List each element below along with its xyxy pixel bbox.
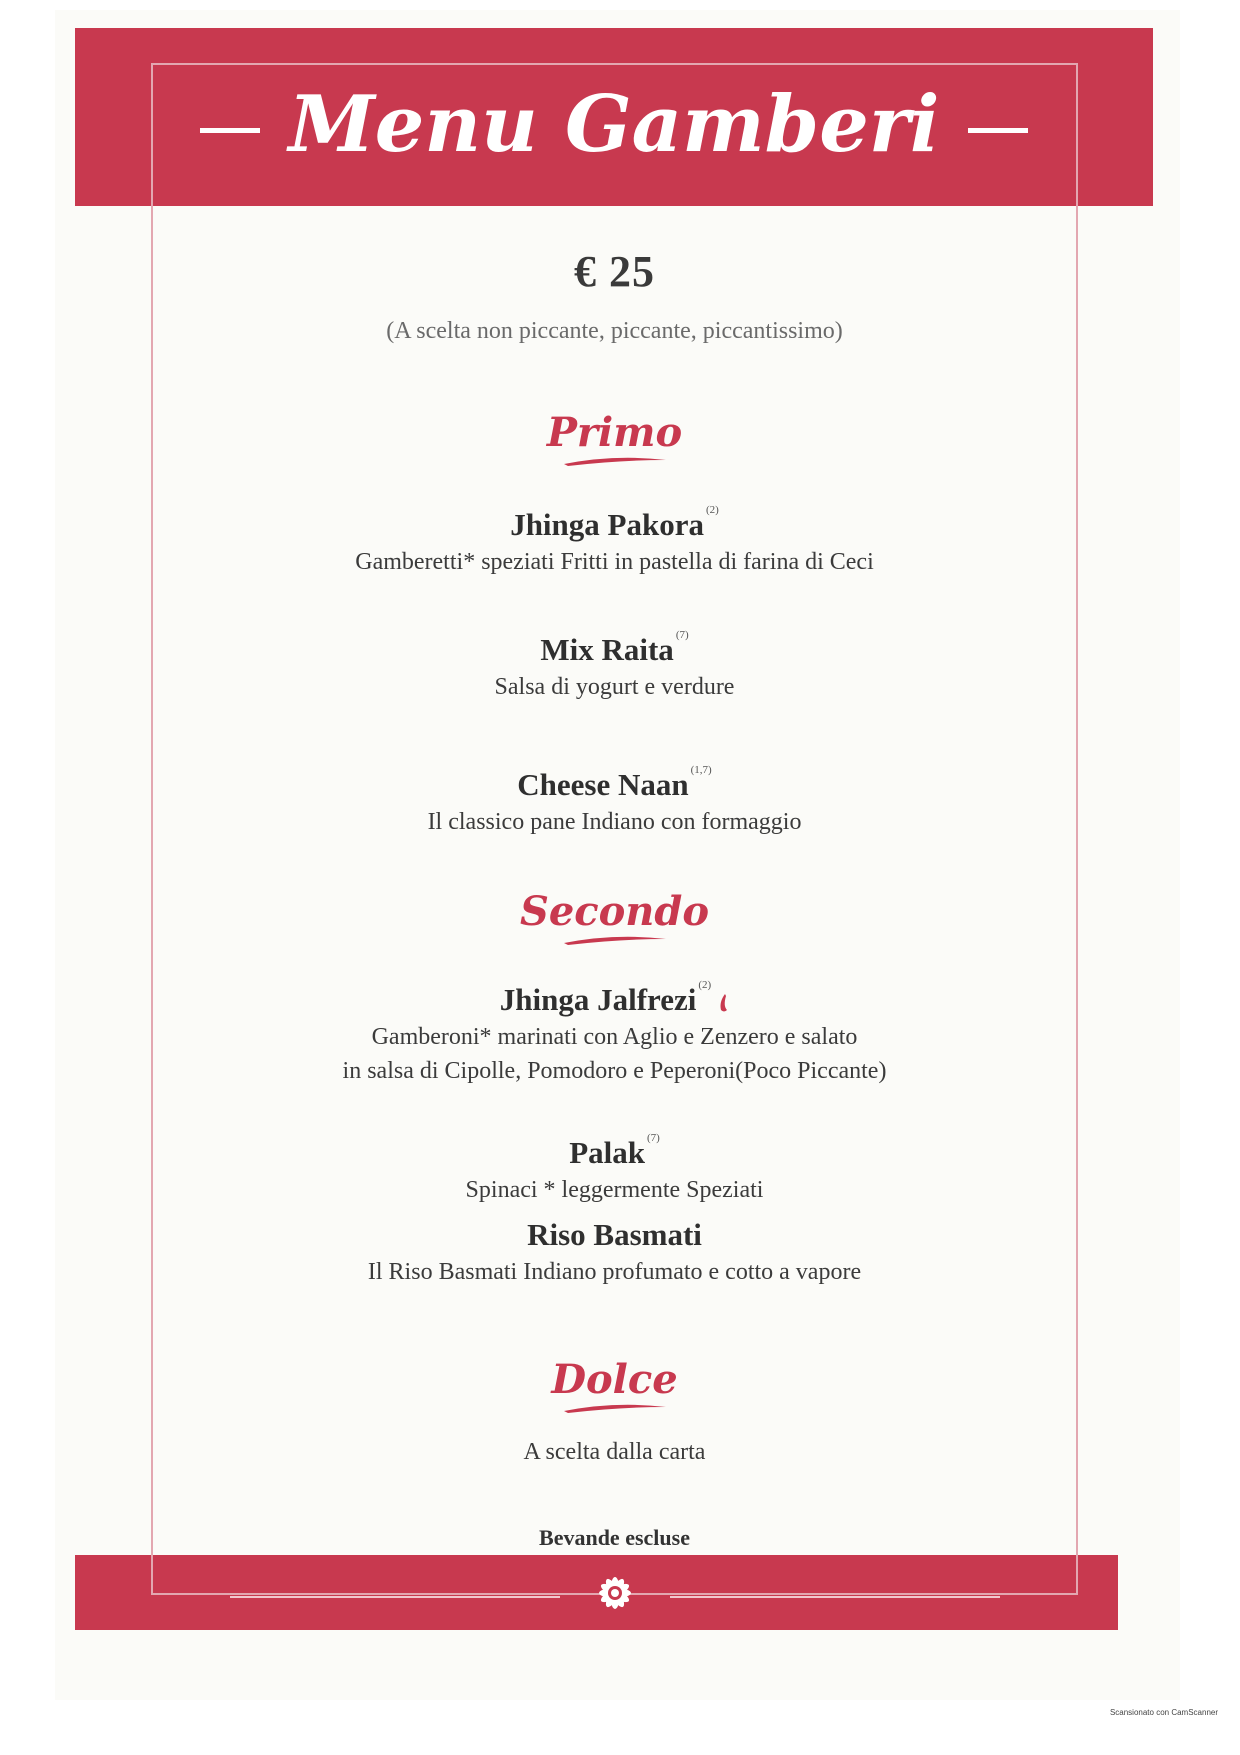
- dish-description-line1: Gamberoni* marinati con Aglio e Zenzero e salato: [371, 1024, 858, 1050]
- allergen-note: (2): [705, 504, 719, 516]
- scan-watermark: Scansionato con CamScanner: [1109, 1708, 1218, 1717]
- dish-mix-raita: [151, 615, 1078, 704]
- dish-name: Jhinga Jalfrezi $^{(2)}$: [151, 965, 1078, 1020]
- dish-description: Gamberetti* speziati Fritti in pastella di farina di Ceci: [355, 549, 874, 575]
- section-dolce: [151, 1355, 1078, 1415]
- title-dash-left: [200, 128, 260, 133]
- menu-price: € 25: [574, 247, 655, 296]
- allergen-note: (2): [698, 979, 712, 991]
- dish-description: Spinaci * leggermente Speziati: [465, 1177, 764, 1203]
- dish-description: Il Riso Basmati Indiano profumato e cotto a vapore: [367, 1259, 862, 1285]
- dish-jhinga-jalfrezi: [151, 965, 1078, 1088]
- title-dash-right: [968, 128, 1028, 133]
- dolce-description: A scelta dalla carta: [523, 1439, 706, 1465]
- section-title-primo: Primo: [546, 409, 683, 456]
- dish-name: Jhinga Pakora $^{(2)}$: [510, 504, 719, 542]
- menu-title: Menu Gamberi: [288, 79, 940, 170]
- dish-name: Mix Raita $^{(7)}$: [540, 629, 689, 667]
- allergen-note: (7): [646, 1132, 660, 1144]
- dish-jhinga-pakora: [151, 490, 1078, 579]
- menu-title-row: [75, 80, 1153, 170]
- footer-rule-left: [230, 1596, 560, 1598]
- section-title-secondo: Secondo: [519, 888, 710, 935]
- dish-description-line2: in salsa di Cipolle, Pomodoro e Peperoni(Poco Piccante): [342, 1058, 887, 1084]
- dish-name: Riso Basmati: [527, 1217, 702, 1252]
- allergen-note: (1,7): [690, 764, 712, 776]
- allergen-note: (7): [675, 629, 689, 641]
- dish-description: Il classico pane Indiano con formaggio: [427, 809, 802, 835]
- dish-riso-basmati: [151, 1215, 1078, 1289]
- dish-name: Cheese Naan $^{(1,7)}$: [517, 764, 712, 802]
- section-primo: [151, 408, 1078, 468]
- dish-cheese-naan: [151, 750, 1078, 839]
- drinks-excluded-note: Bevande escluse: [539, 1525, 690, 1550]
- footer-rule-right: [670, 1596, 1000, 1598]
- dish-name: Palak $^{(7)}$: [569, 1132, 660, 1170]
- section-title-dolce: Dolce: [551, 1356, 678, 1403]
- dish-palak: [151, 1118, 1078, 1207]
- flower-icon: [570, 1565, 660, 1621]
- spice-note: (A scelta non piccante, piccante, piccantissimo): [386, 318, 843, 344]
- section-secondo: [151, 887, 1078, 947]
- dish-description: Salsa di yogurt e verdure: [494, 674, 735, 700]
- chili-pepper-icon: [715, 992, 729, 1014]
